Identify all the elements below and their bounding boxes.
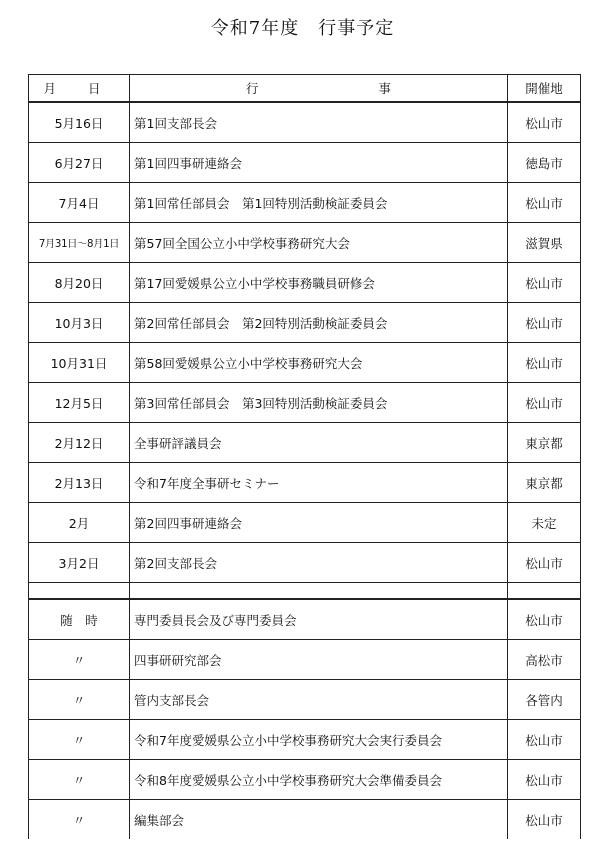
row-place: 東京都 bbox=[508, 463, 581, 503]
row-event: 専門委員長会及び専門委員会 bbox=[130, 599, 508, 640]
schedule-table bbox=[28, 74, 581, 839]
row-place: 松山市 bbox=[508, 183, 581, 223]
row-date: 〃 bbox=[29, 640, 130, 680]
row-date: 随 時 bbox=[29, 599, 130, 640]
table-row bbox=[29, 343, 581, 383]
row-place: 松山市 bbox=[508, 543, 581, 583]
row-place: 松山市 bbox=[508, 760, 581, 800]
row-place: 徳島市 bbox=[508, 143, 581, 183]
header-event: 行 事 bbox=[130, 75, 508, 103]
section-spacer-row bbox=[29, 583, 581, 600]
spacer-cell bbox=[508, 583, 581, 600]
row-date: 10月31日 bbox=[29, 343, 130, 383]
row-event: 第1回四事研連絡会 bbox=[130, 143, 508, 183]
row-event: 第1回常任部員会 第1回特別活動検証委員会 bbox=[130, 183, 508, 223]
row-place: 東京都 bbox=[508, 423, 581, 463]
table-row bbox=[29, 383, 581, 423]
header-date: 月 日 bbox=[29, 75, 130, 103]
row-event: 第1回支部長会 bbox=[130, 102, 508, 143]
row-place: 未定 bbox=[508, 503, 581, 543]
row-date: 8月20日 bbox=[29, 263, 130, 303]
table-row bbox=[29, 640, 581, 680]
row-event: 第57回全国公立小中学校事務研究大会 bbox=[130, 223, 508, 263]
row-event: 管内支部長会 bbox=[130, 680, 508, 720]
table-row bbox=[29, 503, 581, 543]
row-event: 第17回愛媛県公立小中学校事務職員研修会 bbox=[130, 263, 508, 303]
row-event: 全事研評議員会 bbox=[130, 423, 508, 463]
row-place: 松山市 bbox=[508, 720, 581, 760]
spacer-cell bbox=[130, 583, 508, 600]
row-date: 3月2日 bbox=[29, 543, 130, 583]
table-row bbox=[29, 143, 581, 183]
row-date: 2月13日 bbox=[29, 463, 130, 503]
table-row bbox=[29, 543, 581, 583]
table-row bbox=[29, 223, 581, 263]
row-place: 松山市 bbox=[508, 102, 581, 143]
table-row bbox=[29, 463, 581, 503]
row-date: 5月16日 bbox=[29, 102, 130, 143]
row-event: 第2回常任部員会 第2回特別活動検証委員会 bbox=[130, 303, 508, 343]
header-place: 開催地 bbox=[508, 75, 581, 103]
table-row bbox=[29, 800, 581, 840]
row-place: 松山市 bbox=[508, 263, 581, 303]
row-date: 10月3日 bbox=[29, 303, 130, 343]
table-row bbox=[29, 263, 581, 303]
row-event: 第58回愛媛県公立小中学校事務研究大会 bbox=[130, 343, 508, 383]
row-place: 松山市 bbox=[508, 303, 581, 343]
table-row bbox=[29, 303, 581, 343]
row-date: 2月 bbox=[29, 503, 130, 543]
row-event: 編集部会 bbox=[130, 800, 508, 840]
page-title: 令和7年度 行事予定 bbox=[210, 18, 395, 39]
row-place: 松山市 bbox=[508, 599, 581, 640]
row-date: 〃 bbox=[29, 680, 130, 720]
table-row bbox=[29, 680, 581, 720]
table-row bbox=[29, 423, 581, 463]
row-place: 高松市 bbox=[508, 640, 581, 680]
row-event: 令和7年度愛媛県公立小中学校事務研究大会実行委員会 bbox=[130, 720, 508, 760]
row-place: 滋賀県 bbox=[508, 223, 581, 263]
spacer-cell bbox=[29, 583, 130, 600]
row-event: 令和8年度愛媛県公立小中学校事務研究大会準備委員会 bbox=[130, 760, 508, 800]
row-event: 第3回常任部員会 第3回特別活動検証委員会 bbox=[130, 383, 508, 423]
row-date: 〃 bbox=[29, 720, 130, 760]
row-event: 四事研研究部会 bbox=[130, 640, 508, 680]
table-row bbox=[29, 720, 581, 760]
row-event: 令和7年度全事研セミナー bbox=[130, 463, 508, 503]
table-row bbox=[29, 599, 581, 640]
row-date: 6月27日 bbox=[29, 143, 130, 183]
row-place: 松山市 bbox=[508, 383, 581, 423]
row-date: 〃 bbox=[29, 760, 130, 800]
row-event: 第2回支部長会 bbox=[130, 543, 508, 583]
row-date: 7月4日 bbox=[29, 183, 130, 223]
row-date: 7月31日～8月1日 bbox=[29, 223, 130, 263]
table-row bbox=[29, 760, 581, 800]
row-date: 12月5日 bbox=[29, 383, 130, 423]
row-place: 各管内 bbox=[508, 680, 581, 720]
row-date: 2月12日 bbox=[29, 423, 130, 463]
row-place: 松山市 bbox=[508, 343, 581, 383]
row-place: 松山市 bbox=[508, 800, 581, 840]
table-row bbox=[29, 102, 581, 143]
row-event: 第2回四事研連絡会 bbox=[130, 503, 508, 543]
row-date: 〃 bbox=[29, 800, 130, 840]
table-row bbox=[29, 183, 581, 223]
table-header-row bbox=[29, 75, 581, 103]
